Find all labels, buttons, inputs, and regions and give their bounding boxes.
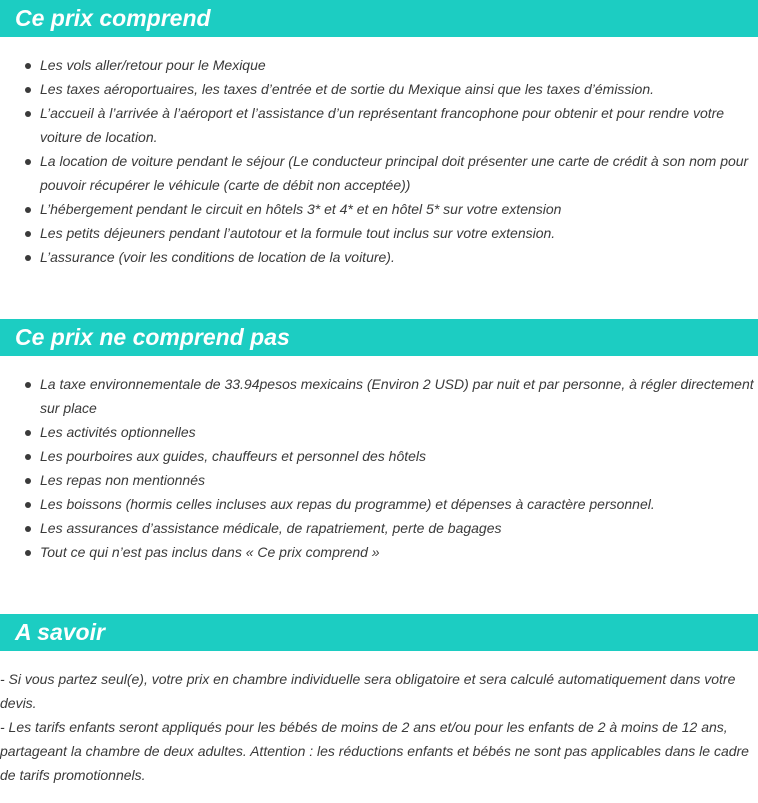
list-item-text: La location de voiture pendant le séjour (Le conducteur principal doit présenter une carte de crédit à son nom pour pouvoir récupérer le véhicule (carte de débit non acceptée)) [40, 153, 749, 193]
list-item-text: La taxe environnementale de 33.94pesos mexicains (Environ 2 USD) par nuit et par personne, à régler directement sur place [40, 376, 754, 416]
bullet-icon [25, 526, 31, 532]
included-list [0, 53, 758, 269]
bullet-icon [25, 111, 31, 117]
bullet-icon [25, 478, 31, 484]
list-item-text: Les pourboires aux guides, chauffeurs et personnel des hôtels [40, 448, 427, 464]
list-item-text: Les petits déjeuners pendant l’autotour et la formule tout inclus sur votre extension. [40, 225, 556, 241]
list-item [0, 221, 758, 245]
list-item [0, 468, 758, 492]
list-item-text: L’accueil à l’arrivée à l’aéroport et l’assistance d’un représentant francophone pour obtenir et pour rendre votre voiture de location. [40, 105, 725, 145]
list-item [0, 197, 758, 221]
list-item [0, 516, 758, 540]
section-title-included: Ce prix comprend [0, 0, 758, 37]
list-item-text: Tout ce qui n’est pas inclus dans « Ce prix comprend » [40, 544, 380, 560]
list-item-text: L’hébergement pendant le circuit en hôtels 3* et 4* et en hôtel 5* sur votre extension [40, 201, 562, 217]
bullet-icon [25, 502, 31, 508]
bullet-icon [25, 430, 31, 436]
bullet-icon [25, 382, 31, 388]
list-item [0, 540, 758, 564]
info-paragraph: - Les tarifs enfants seront appliqués pour les bébés de moins de 2 ans et/ou pour les enfants de 2 à moins de 12 ans, partageant la chambre de deux adultes. Attention : les réductions enfants et bébés ne sont pas applicables dans le cadre de tarifs promotionnels. [0, 719, 749, 783]
bullet-icon [25, 63, 31, 69]
list-item [0, 492, 758, 516]
bullet-icon [25, 207, 31, 213]
bullet-icon [25, 454, 31, 460]
list-item-text: Les boissons (hormis celles incluses aux repas du programme) et dépenses à caractère personnel. [40, 496, 655, 512]
list-item-text: L’assurance (voir les conditions de location de la voiture). [40, 249, 395, 265]
bullet-icon [25, 231, 31, 237]
list-item [0, 444, 758, 468]
list-item [0, 77, 758, 101]
list-item [0, 101, 758, 149]
list-item [0, 53, 758, 77]
list-item [0, 149, 758, 197]
list-item-text: Les vols aller/retour pour le Mexique [40, 57, 266, 73]
bullet-icon [25, 255, 31, 261]
list-item-text: Les repas non mentionnés [40, 472, 205, 488]
list-item-text: Les assurances d’assistance médicale, de rapatriement, perte de bagages [40, 520, 502, 536]
list-item [0, 245, 758, 269]
bullet-icon [25, 87, 31, 93]
bullet-icon [25, 159, 31, 165]
list-item-text: Les taxes aéroportuaires, les taxes d’entrée et de sortie du Mexique ainsi que les taxes d’émission. [40, 81, 655, 97]
list-item-text: Les activités optionnelles [40, 424, 196, 440]
list-item [0, 420, 758, 444]
info-paragraph: - Si vous partez seul(e), votre prix en chambre individuelle sera obligatoire et sera calculé automatiquement dans votre devis. [0, 671, 736, 711]
section-title-good-to-know: A savoir [0, 614, 758, 651]
list-item [0, 372, 758, 420]
section-title-not-included: Ce prix ne comprend pas [0, 319, 758, 356]
not-included-list [0, 372, 758, 564]
bullet-icon [25, 550, 31, 556]
